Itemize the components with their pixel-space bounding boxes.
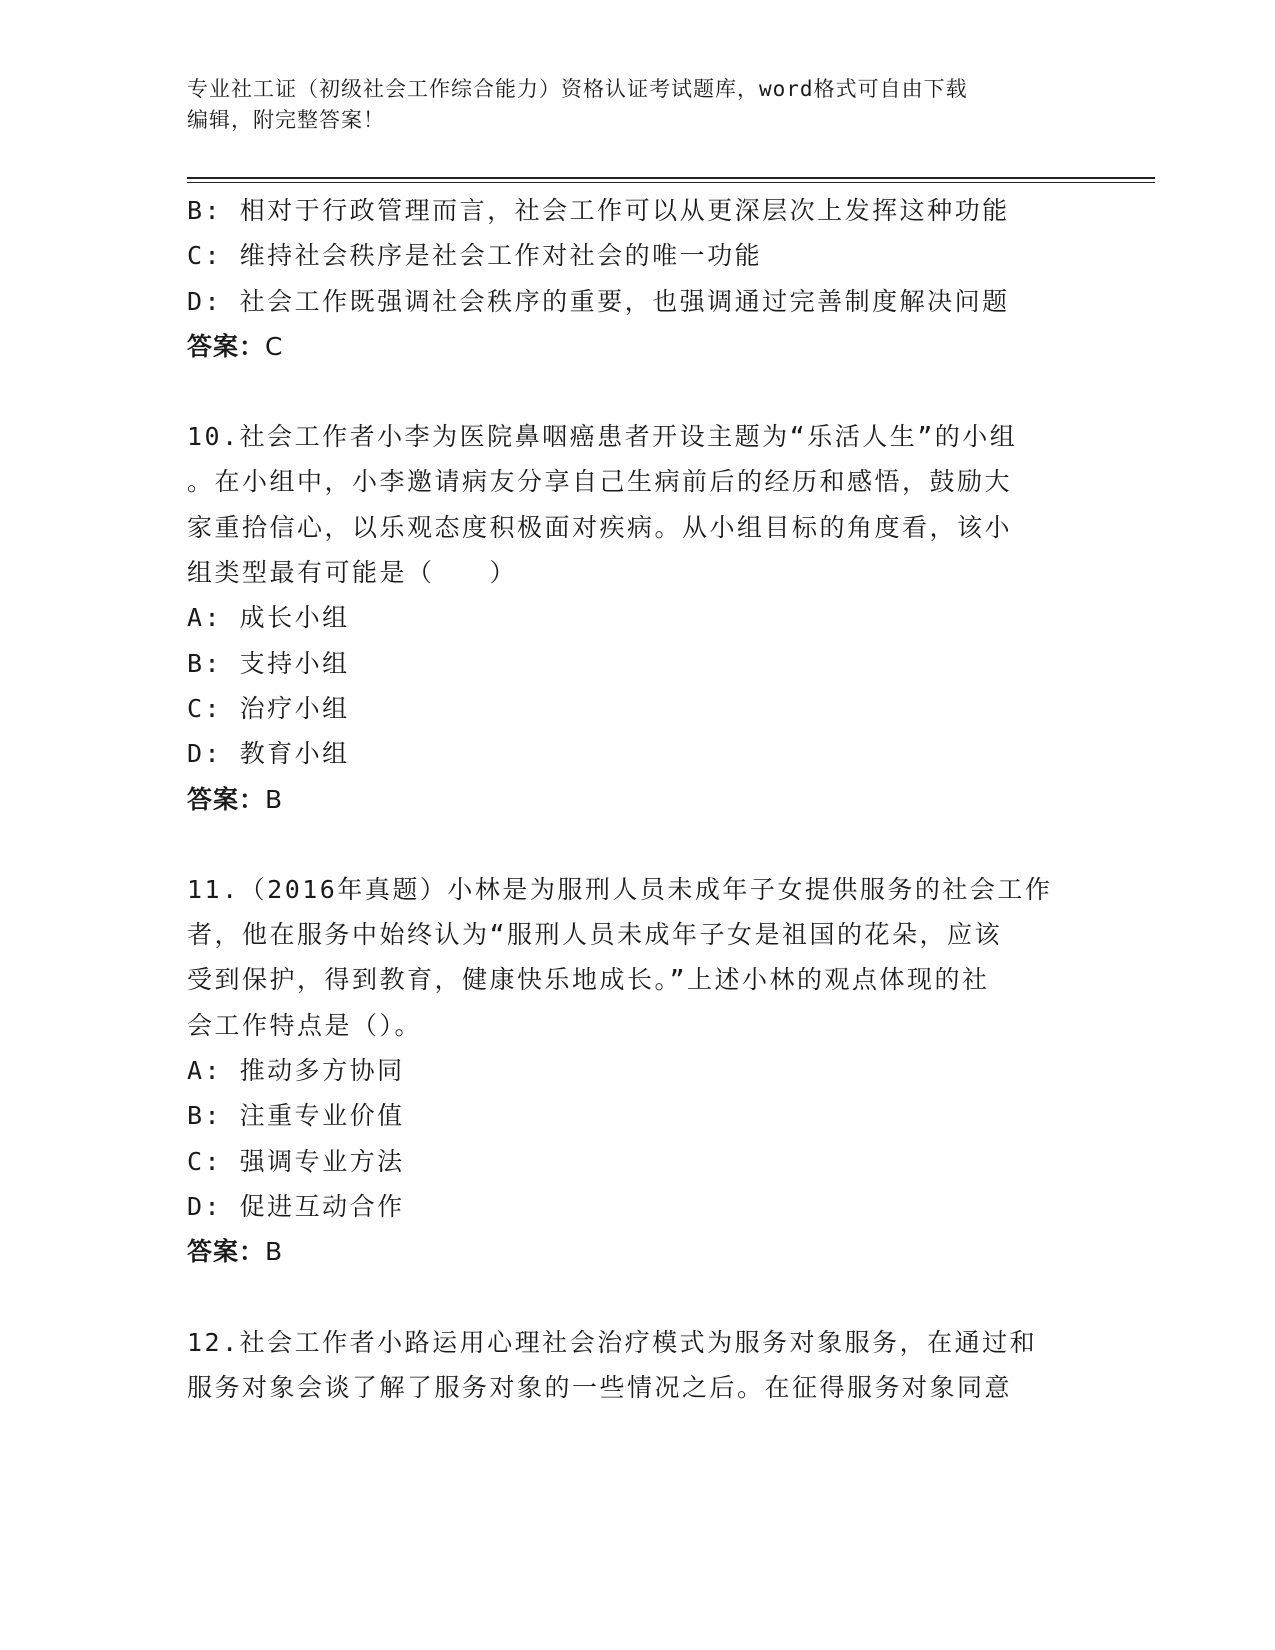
question-text-line: 家重拾信心，以乐观态度积极面对疾病。从小组目标的角度看，该小 (187, 512, 1013, 542)
question-text-line: 11.（2016年真题）小林是为服刑人员未成年子女提供服务的社会工作 (187, 874, 1053, 904)
option-b: B: 相对于行政管理而言，社会工作可以从更深层次上发挥这种功能 (187, 196, 1010, 225)
option-b: B: 注重专业价值 (187, 1101, 405, 1131)
answer-label: 答案： (187, 331, 266, 361)
question-text-line: 受到保护，得到教育，健康快乐地成长。”上述小林的观点体现的社 (187, 965, 990, 995)
option-c: C: 强调专业方法 (187, 1146, 405, 1176)
answer-value: C (265, 331, 284, 361)
option-d: D: 社会工作既强调社会秩序的重要，也强调通过完善制度解决问题 (187, 286, 1010, 316)
answer-value: B (265, 784, 284, 814)
option-a: A: 推动多方协同 (187, 1056, 405, 1086)
question-text-line: 12.社会工作者小路运用心理社会治疗模式为服务对象服务，在通过和 (187, 1327, 1038, 1357)
question-9-tail (187, 188, 1087, 369)
question-text-line: 服务对象会谈了解了服务对象的一些情况之后。在征得服务对象同意 (187, 1372, 1013, 1402)
option-c: C: 治疗小组 (187, 693, 350, 723)
header-line-2: 编辑，附完整答案！ (187, 108, 385, 132)
answer-label: 答案： (187, 784, 266, 814)
answer-label: 答案： (187, 1237, 266, 1267)
header-divider-thick (187, 177, 1155, 179)
option-a: A: 成长小组 (187, 603, 350, 633)
answer-line (187, 324, 1087, 369)
question-12 (187, 1320, 1087, 1411)
document-header (187, 74, 1087, 136)
option-d: D: 促进互动合作 (187, 1191, 405, 1221)
question-text-line: 10.社会工作者小李为医院鼻咽癌患者开设主题为“乐活人生”的小组 (187, 422, 1018, 452)
question-list (187, 188, 1087, 1410)
header-line-1: 专业社工证（初级社会工作综合能力）资格认证考试题库，word格式可自由下载 (187, 77, 968, 101)
answer-value: B (265, 1237, 284, 1267)
question-text-line: 组类型最有可能是（ ） (187, 558, 518, 588)
header-divider-thin (187, 182, 1155, 183)
option-b: B: 支持小组 (187, 648, 350, 678)
option-c: C: 维持社会秩序是社会工作对社会的唯一功能 (187, 241, 763, 271)
option-d: D: 教育小组 (187, 739, 350, 769)
question-text-line: 者，他在服务中始终认为“服刑人员未成年子女是祖国的花朵，应该 (187, 920, 1003, 950)
question-11 (187, 867, 1087, 1275)
answer-line (187, 1229, 1087, 1274)
answer-line (187, 777, 1087, 822)
question-10 (187, 414, 1087, 822)
question-text-line: 。在小组中，小李邀请病友分享自己生病前后的经历和感悟，鼓励大 (187, 467, 1013, 497)
question-text-line: 会工作特点是（）。 (187, 1010, 423, 1040)
